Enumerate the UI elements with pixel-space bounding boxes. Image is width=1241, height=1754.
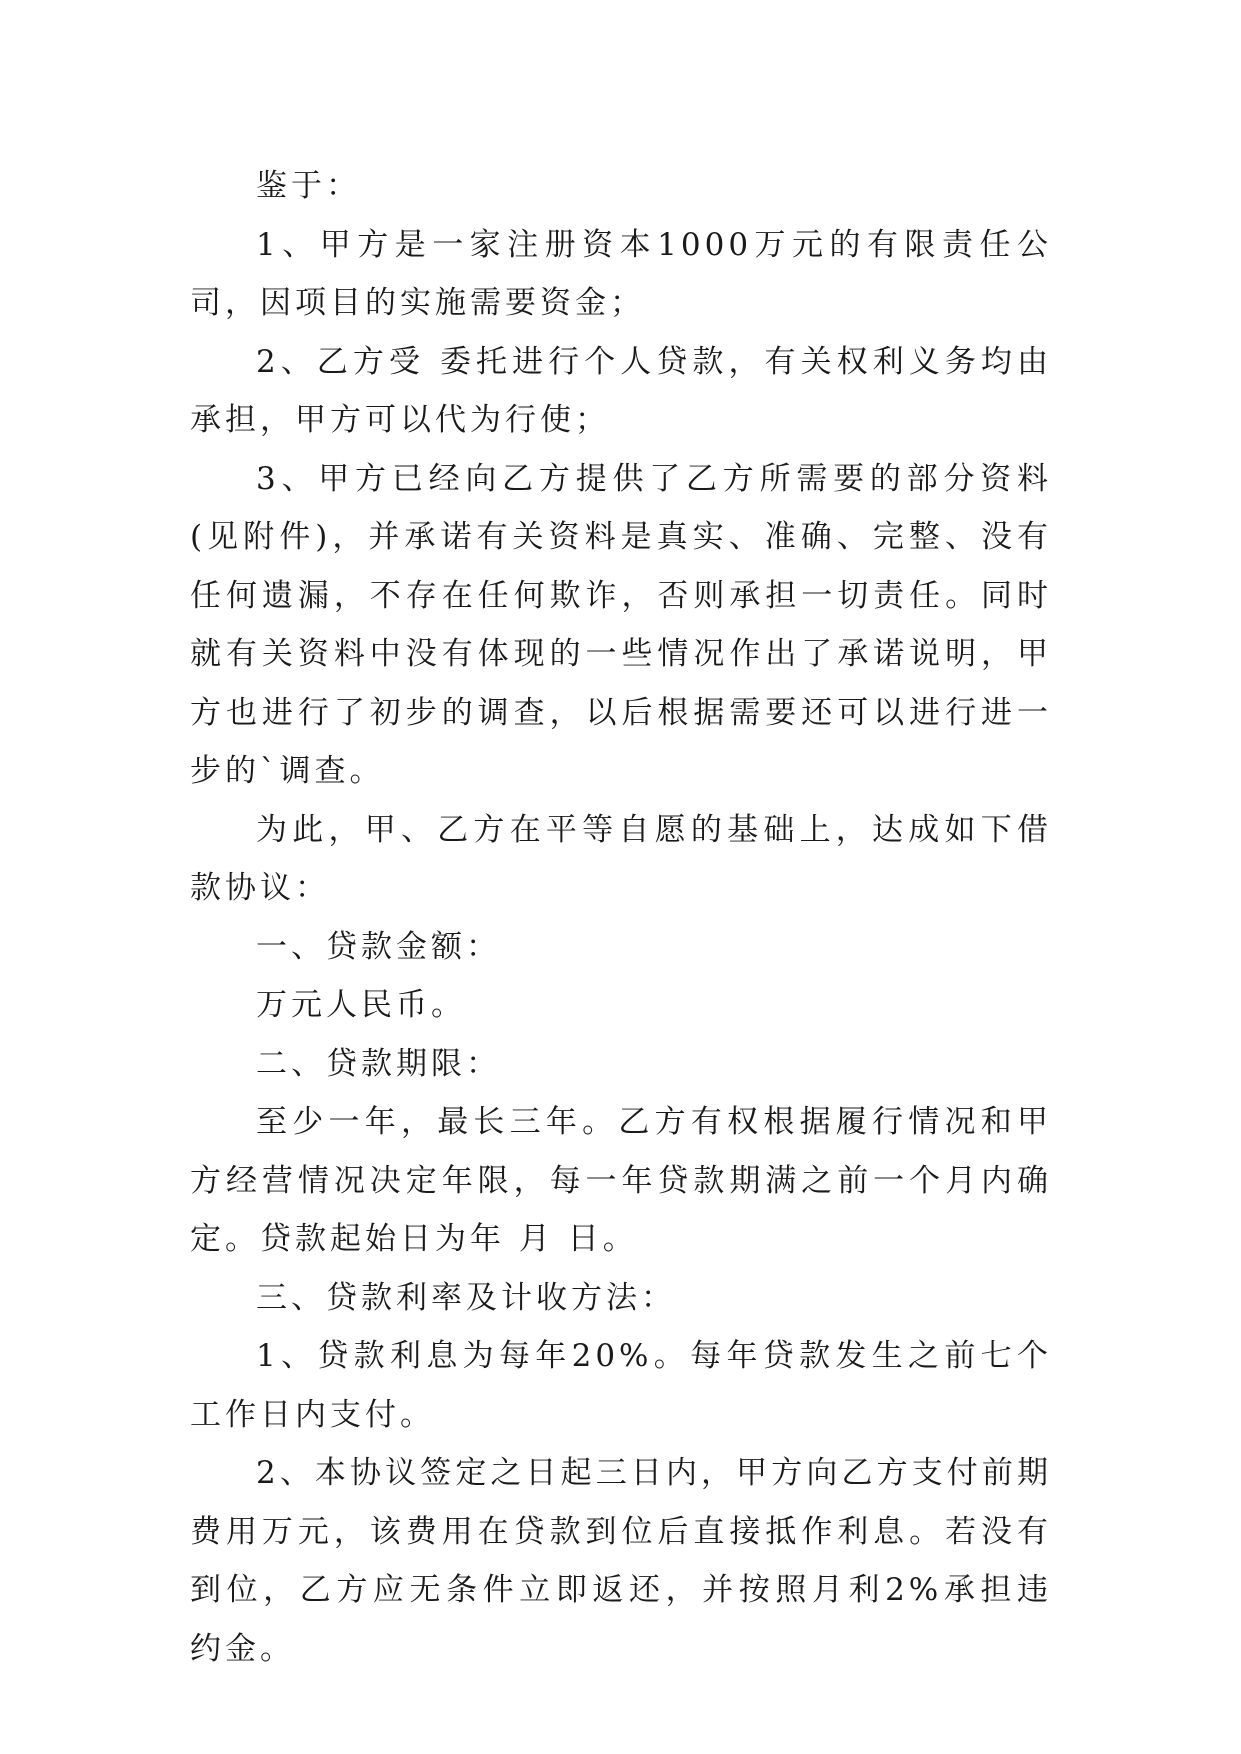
paragraph-interest-1: 1、贷款利息为每年20%。每年贷款发生之前七个工作日内支付。 bbox=[190, 1338, 1052, 1433]
section-heading-interest: 三、贷款利率及计收方法： bbox=[256, 1279, 676, 1316]
paragraph-whereas: 鉴于： bbox=[256, 168, 361, 204]
paragraph-interest-2: 2、本协议签定之日起三日内，甲方向乙方支付前期费用万元，该费用在贷款到位后直接抵作利息。若没有到位，乙方应无条件立即返还，并按照月利2%承担违约金。 bbox=[190, 1455, 1052, 1667]
section-heading-loan-amount: 一、贷款金额： bbox=[256, 928, 501, 965]
paragraph-loan-term: 至少一年，最长三年。乙方有权根据履行情况和甲方经营情况决定年限，每一年贷款期满之前一个月内确定。贷款起始日为年 月 日。 bbox=[190, 1104, 1052, 1257]
paragraph-clause-2: 2、乙方受 委托进行个人贷款，有关权利义务均由 承担，甲方可以代为行使； bbox=[190, 343, 1052, 438]
paragraph-loan-amount: 万元人民币。 bbox=[256, 987, 466, 1023]
document-body bbox=[190, 157, 1052, 1678]
paragraph-clause-3: 3、甲方已经向乙方提供了乙方所需要的部分资料(见附件)，并承诺有关资料是真实、准确、完整、没有任何遗漏，不存在任何欺诈，否则承担一切责任。同时就有关资料中没有体现的一些情况作出了承诺说明，甲方也进行了初步的调查，以后根据需要还可以进行进一步的`调查。 bbox=[190, 460, 1052, 789]
paragraph-clause-1: 1、甲方是一家注册资本1000万元的有限责任公司，因项目的实施需要资金； bbox=[190, 226, 1052, 321]
paragraph-agreement-intro: 为此，甲、乙方在平等自愿的基础上，达成如下借款协议： bbox=[190, 811, 1052, 906]
section-heading-loan-term: 二、贷款期限： bbox=[256, 1045, 501, 1082]
